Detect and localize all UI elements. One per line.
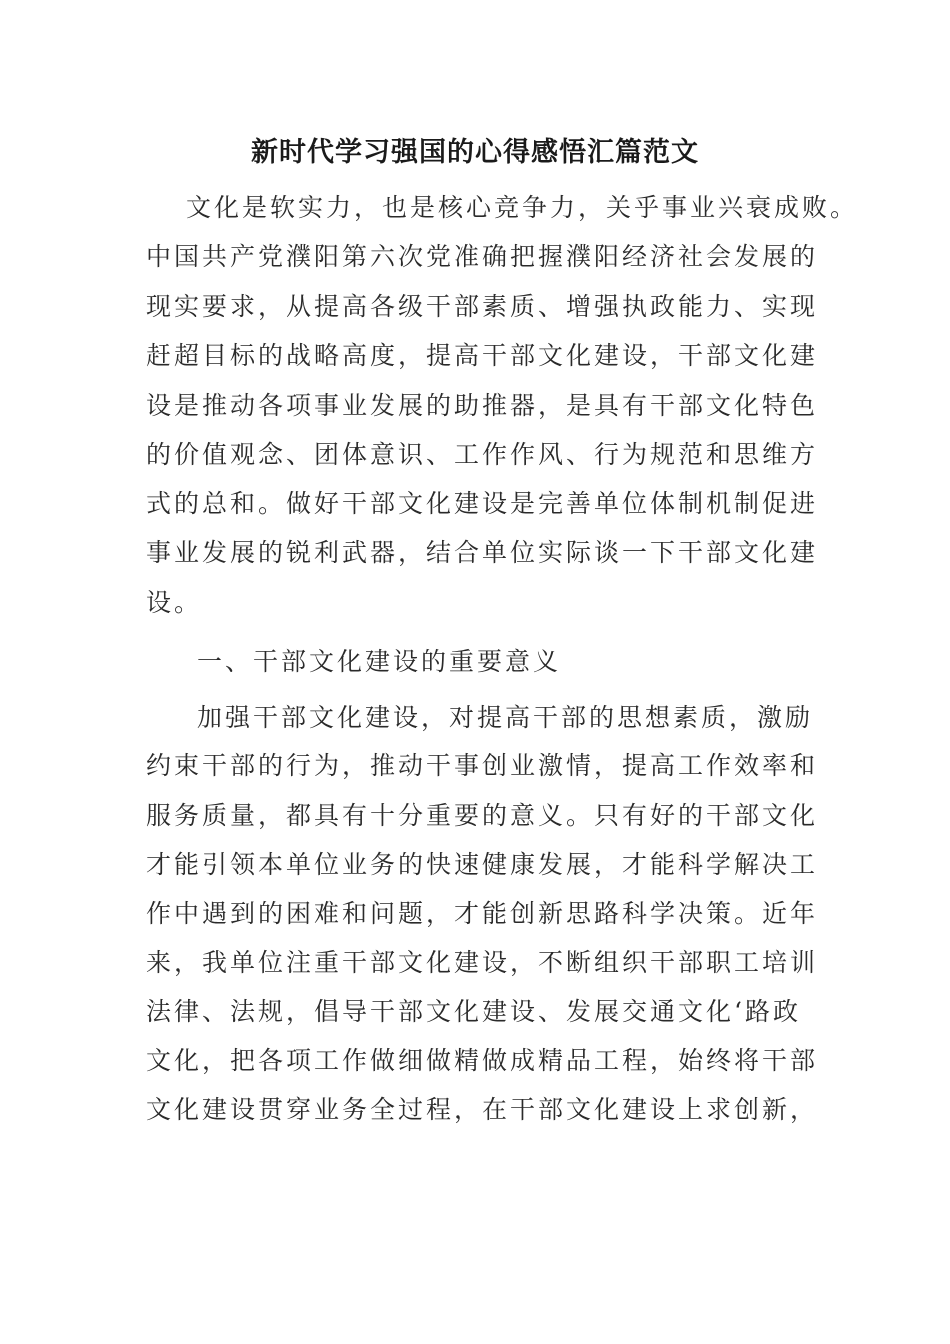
paragraph-line: 事业发展的锐利武器，结合单位实际谈一下干部文化建 bbox=[146, 538, 819, 567]
paragraph-line: 作中遇到的困难和问题，才能创新思路科学决策。近年 bbox=[146, 899, 819, 928]
paragraph-line: 法律、法规，倡导干部文化建设、发展交通文化‘路政 bbox=[146, 997, 801, 1026]
paragraph-line: 文化是软实力，也是核心竞争力，关乎事业兴衰成败。 bbox=[186, 193, 859, 222]
paragraph-line: 文化建设贯穿业务全过程，在干部文化建设上求创新， bbox=[146, 1095, 819, 1124]
paragraph-line: 来，我单位注重干部文化建设，不断组织干部职工培训 bbox=[146, 948, 819, 977]
paragraph-line: 加强干部文化建设，对提高干部的思想素质，激励 bbox=[197, 703, 814, 732]
paragraph-line: 赶超目标的战略高度，提高干部文化建设，干部文化建 bbox=[146, 341, 819, 370]
paragraph-line: 才能引领本单位业务的快速健康发展，才能科学解决工 bbox=[146, 850, 819, 879]
paragraph-line: 服务质量，都具有十分重要的意义。只有好的干部文化 bbox=[146, 801, 819, 830]
paragraph-line: 的价值观念、团体意识、工作作风、行为规范和思维方 bbox=[146, 440, 819, 469]
paragraph-line: 式的总和。做好干部文化建设是完善单位体制机制促进 bbox=[146, 489, 819, 518]
document-title: 新时代学习强国的心得感悟汇篇范文 bbox=[251, 137, 699, 168]
section-heading: 一、干部文化建设的重要意义 bbox=[197, 647, 562, 676]
paragraph-line: 中国共产党濮阳第六次党准确把握濮阳经济社会发展的 bbox=[146, 242, 819, 271]
paragraph-line: 文化，把各项工作做细做精做成精品工程，始终将干部 bbox=[146, 1046, 819, 1075]
paragraph-line: 约束干部的行为，推动干事创业激情，提高工作效率和 bbox=[146, 751, 819, 780]
paragraph-line: 设是推动各项事业发展的助推器，是具有干部文化特色 bbox=[146, 391, 819, 420]
paragraph-line: 现实要求，从提高各级干部素质、增强执政能力、实现 bbox=[146, 292, 819, 321]
paragraph-line: 设。 bbox=[146, 588, 203, 617]
